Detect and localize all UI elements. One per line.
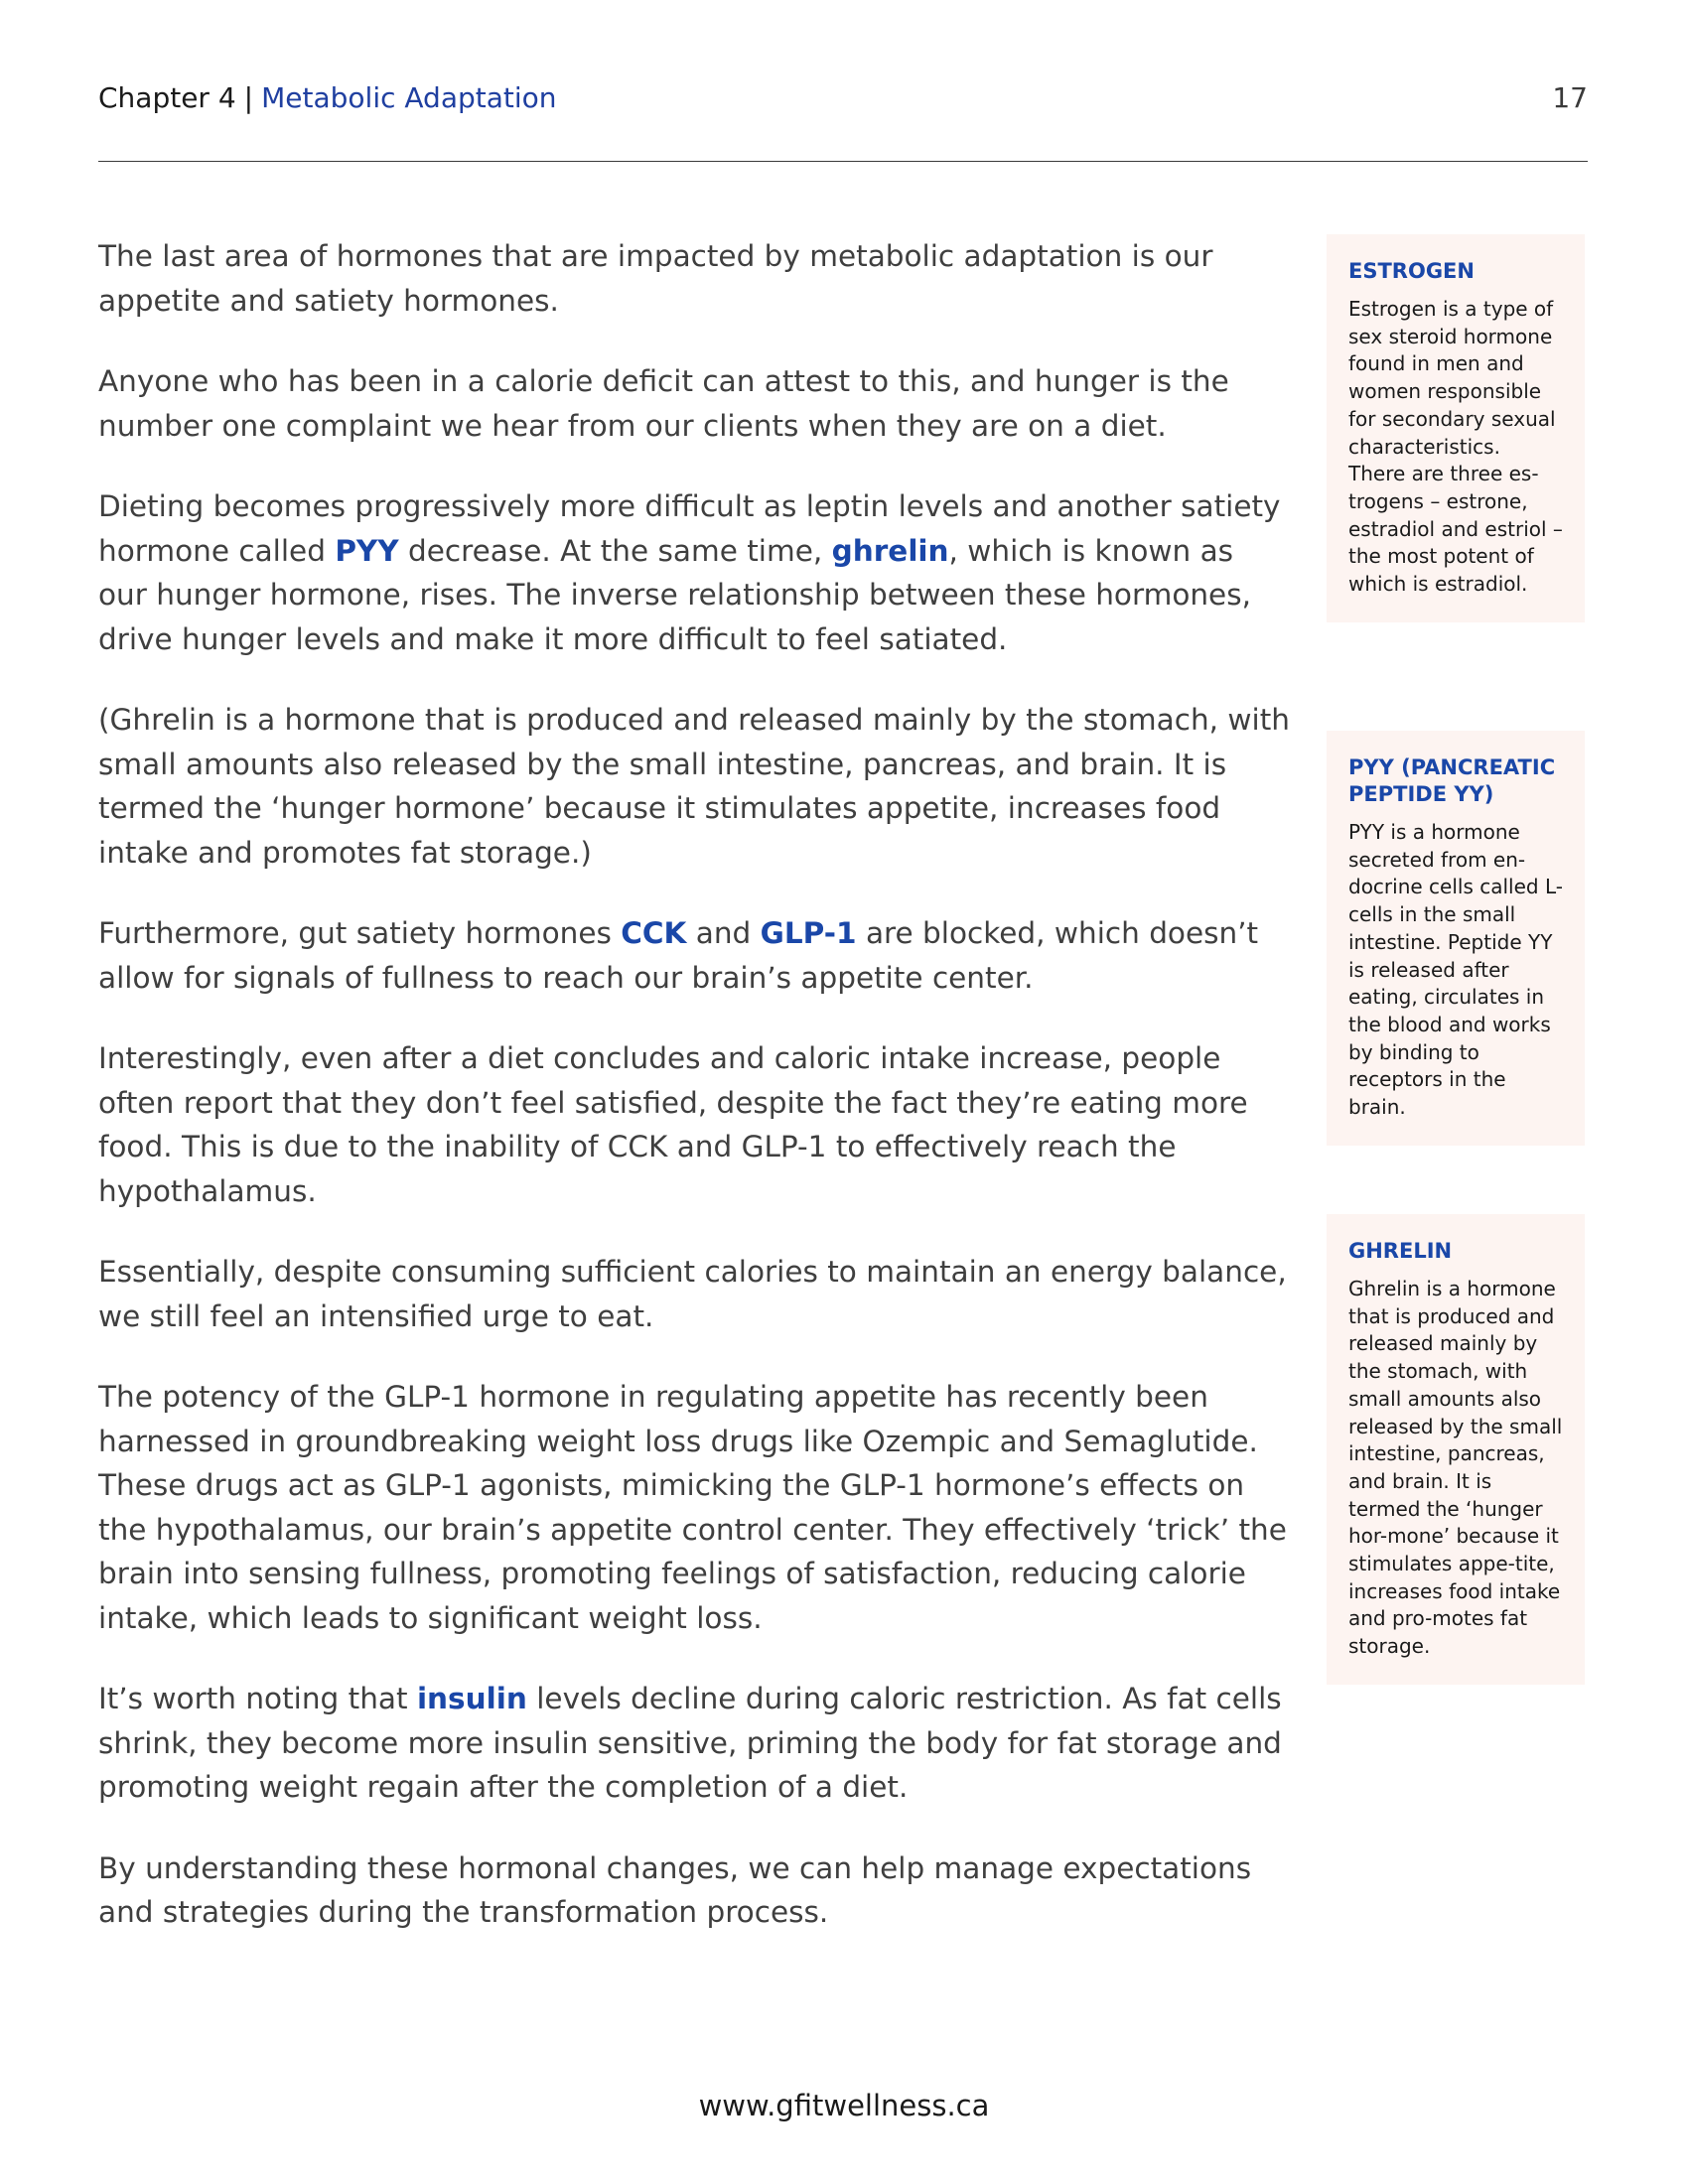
paragraph-5-text-a: Furthermore, gut satiety hormones — [98, 916, 622, 950]
chapter-label: Chapter 4 — [98, 81, 236, 114]
paragraph-3 — [98, 484, 1290, 661]
paragraph-9-text-a: It’s worth noting that — [98, 1682, 417, 1715]
paragraph-4: (Ghrelin is a hormone that is produced and released mainly by the stomach, with small amounts also released by the small intestine, pancreas, and brain. It is termed the ‘hunger hormone’ because it stimulates appetite, increases food intake and promotes fat storage.) — [98, 703, 1290, 870]
page-number: 17 — [1552, 81, 1588, 114]
keyword-glp1: GLP-1 — [760, 916, 857, 950]
sidebar-body-estrogen: Estrogen is a type of sex steroid hormone found in men and women responsible for secondary sexual characteristics. There are three es-trogens – estrone, estradiol and estriol – the most potent of which is estradiol. — [1348, 297, 1563, 597]
paragraph-3-text-a: Dieting becomes progressively more difficult as leptin levels and another satiety hormone called — [98, 489, 1281, 568]
paragraph-7: Essentially, despite consuming sufficient calories to maintain an energy balance, we still feel an intensified urge to eat. — [98, 1255, 1287, 1333]
paragraph-10: By understanding these hormonal changes, we can help manage expectations and strategies during the transformation process. — [98, 1850, 1252, 1929]
footer-url: www.gfitwellness.ca — [698, 2089, 990, 2122]
sidebar-box-ghrelin — [1327, 1214, 1585, 1685]
keyword-cck: CCK — [621, 916, 687, 950]
chapter-separator: | — [243, 81, 254, 114]
keyword-ghrelin: ghrelin — [831, 533, 949, 568]
paragraph-5-text-b: and — [686, 916, 761, 950]
paragraph-8: The potency of the GLP-1 hormone in regulating appetite has recently been harnessed in groundbreaking weight loss drugs like Ozempic and Semaglutide. These drugs act as GLP-1 agonists, mimicking the GLP-1 hormone’s effects on the hypothalamus, our brain’s appetite control center. They effectively ‘trick’ the brain into sensing fullness, promoting feelings of satisfaction, reducing calorie intake, which leads to significant weight loss. — [98, 1380, 1287, 1635]
sidebar-box-pyy — [1327, 731, 1585, 1146]
keyword-insulin: insulin — [416, 1682, 527, 1715]
sidebar-title-pyy: PYY (PANCREATIC PEPTIDE YY) — [1348, 755, 1556, 806]
sidebar-body-pyy: PYY is a hormone secreted from en-docrine cells called L-cells in the small intestine. Peptide YY is released after eating, circulates in the blood and works by binding to receptors in the brain. — [1348, 820, 1563, 1120]
paragraph-1: The last area of hormones that are impacted by metabolic adaptation is our appetite and satiety hormones. — [98, 239, 1213, 318]
sidebar-title-ghrelin: GHRELIN — [1348, 1239, 1453, 1263]
sidebar-title-estrogen: ESTROGEN — [1348, 259, 1475, 283]
paragraph-2: Anyone who has been in a calorie deficit can attest to this, and hunger is the number one complaint we hear from our clients when they are on a diet. — [98, 364, 1229, 443]
page-header — [98, 81, 1588, 121]
paragraph-9 — [98, 1677, 1290, 1810]
paragraph-5 — [98, 911, 1290, 1000]
keyword-pyy: PYY — [335, 533, 399, 568]
main-content — [98, 234, 1290, 1972]
chapter-topic: Metabolic Adaptation — [261, 81, 557, 114]
paragraph-3-text-c: , which is known as our hunger hormone, rises. The inverse relationship between these hormones, drive hunger levels and make it more difficult to feel satiated. — [98, 533, 1251, 656]
paragraph-5-text-c: are blocked, which doesn’t allow for signals of fullness to reach our brain’s appetite center. — [98, 916, 1259, 995]
chapter-heading — [98, 81, 557, 114]
paragraph-9-text-b: levels decline during caloric restriction. As fat cells shrink, they become more insulin sensitive, priming the body for fat storage and promoting weight regain after the completion of a diet. — [98, 1682, 1282, 1804]
paragraph-6: Interestingly, even after a diet concludes and caloric intake increase, people often report that they don’t feel satisfied, despite the fact they’re eating more food. This is due to the inability of CCK and GLP-1 to effectively reach the hypothalamus. — [98, 1041, 1248, 1208]
paragraph-3-text-b: decrease. At the same time, — [398, 533, 832, 568]
sidebar-body-ghrelin: Ghrelin is a hormone that is produced and released mainly by the stomach, with small amounts also released by the small intestine, pancreas, and brain. It is termed the ‘hunger hor-mone’ because it stimulates appe-tite, increases food intake and pro-motes fat storage. — [1348, 1277, 1563, 1659]
sidebar-box-estrogen — [1327, 234, 1585, 622]
header-divider — [98, 161, 1588, 162]
